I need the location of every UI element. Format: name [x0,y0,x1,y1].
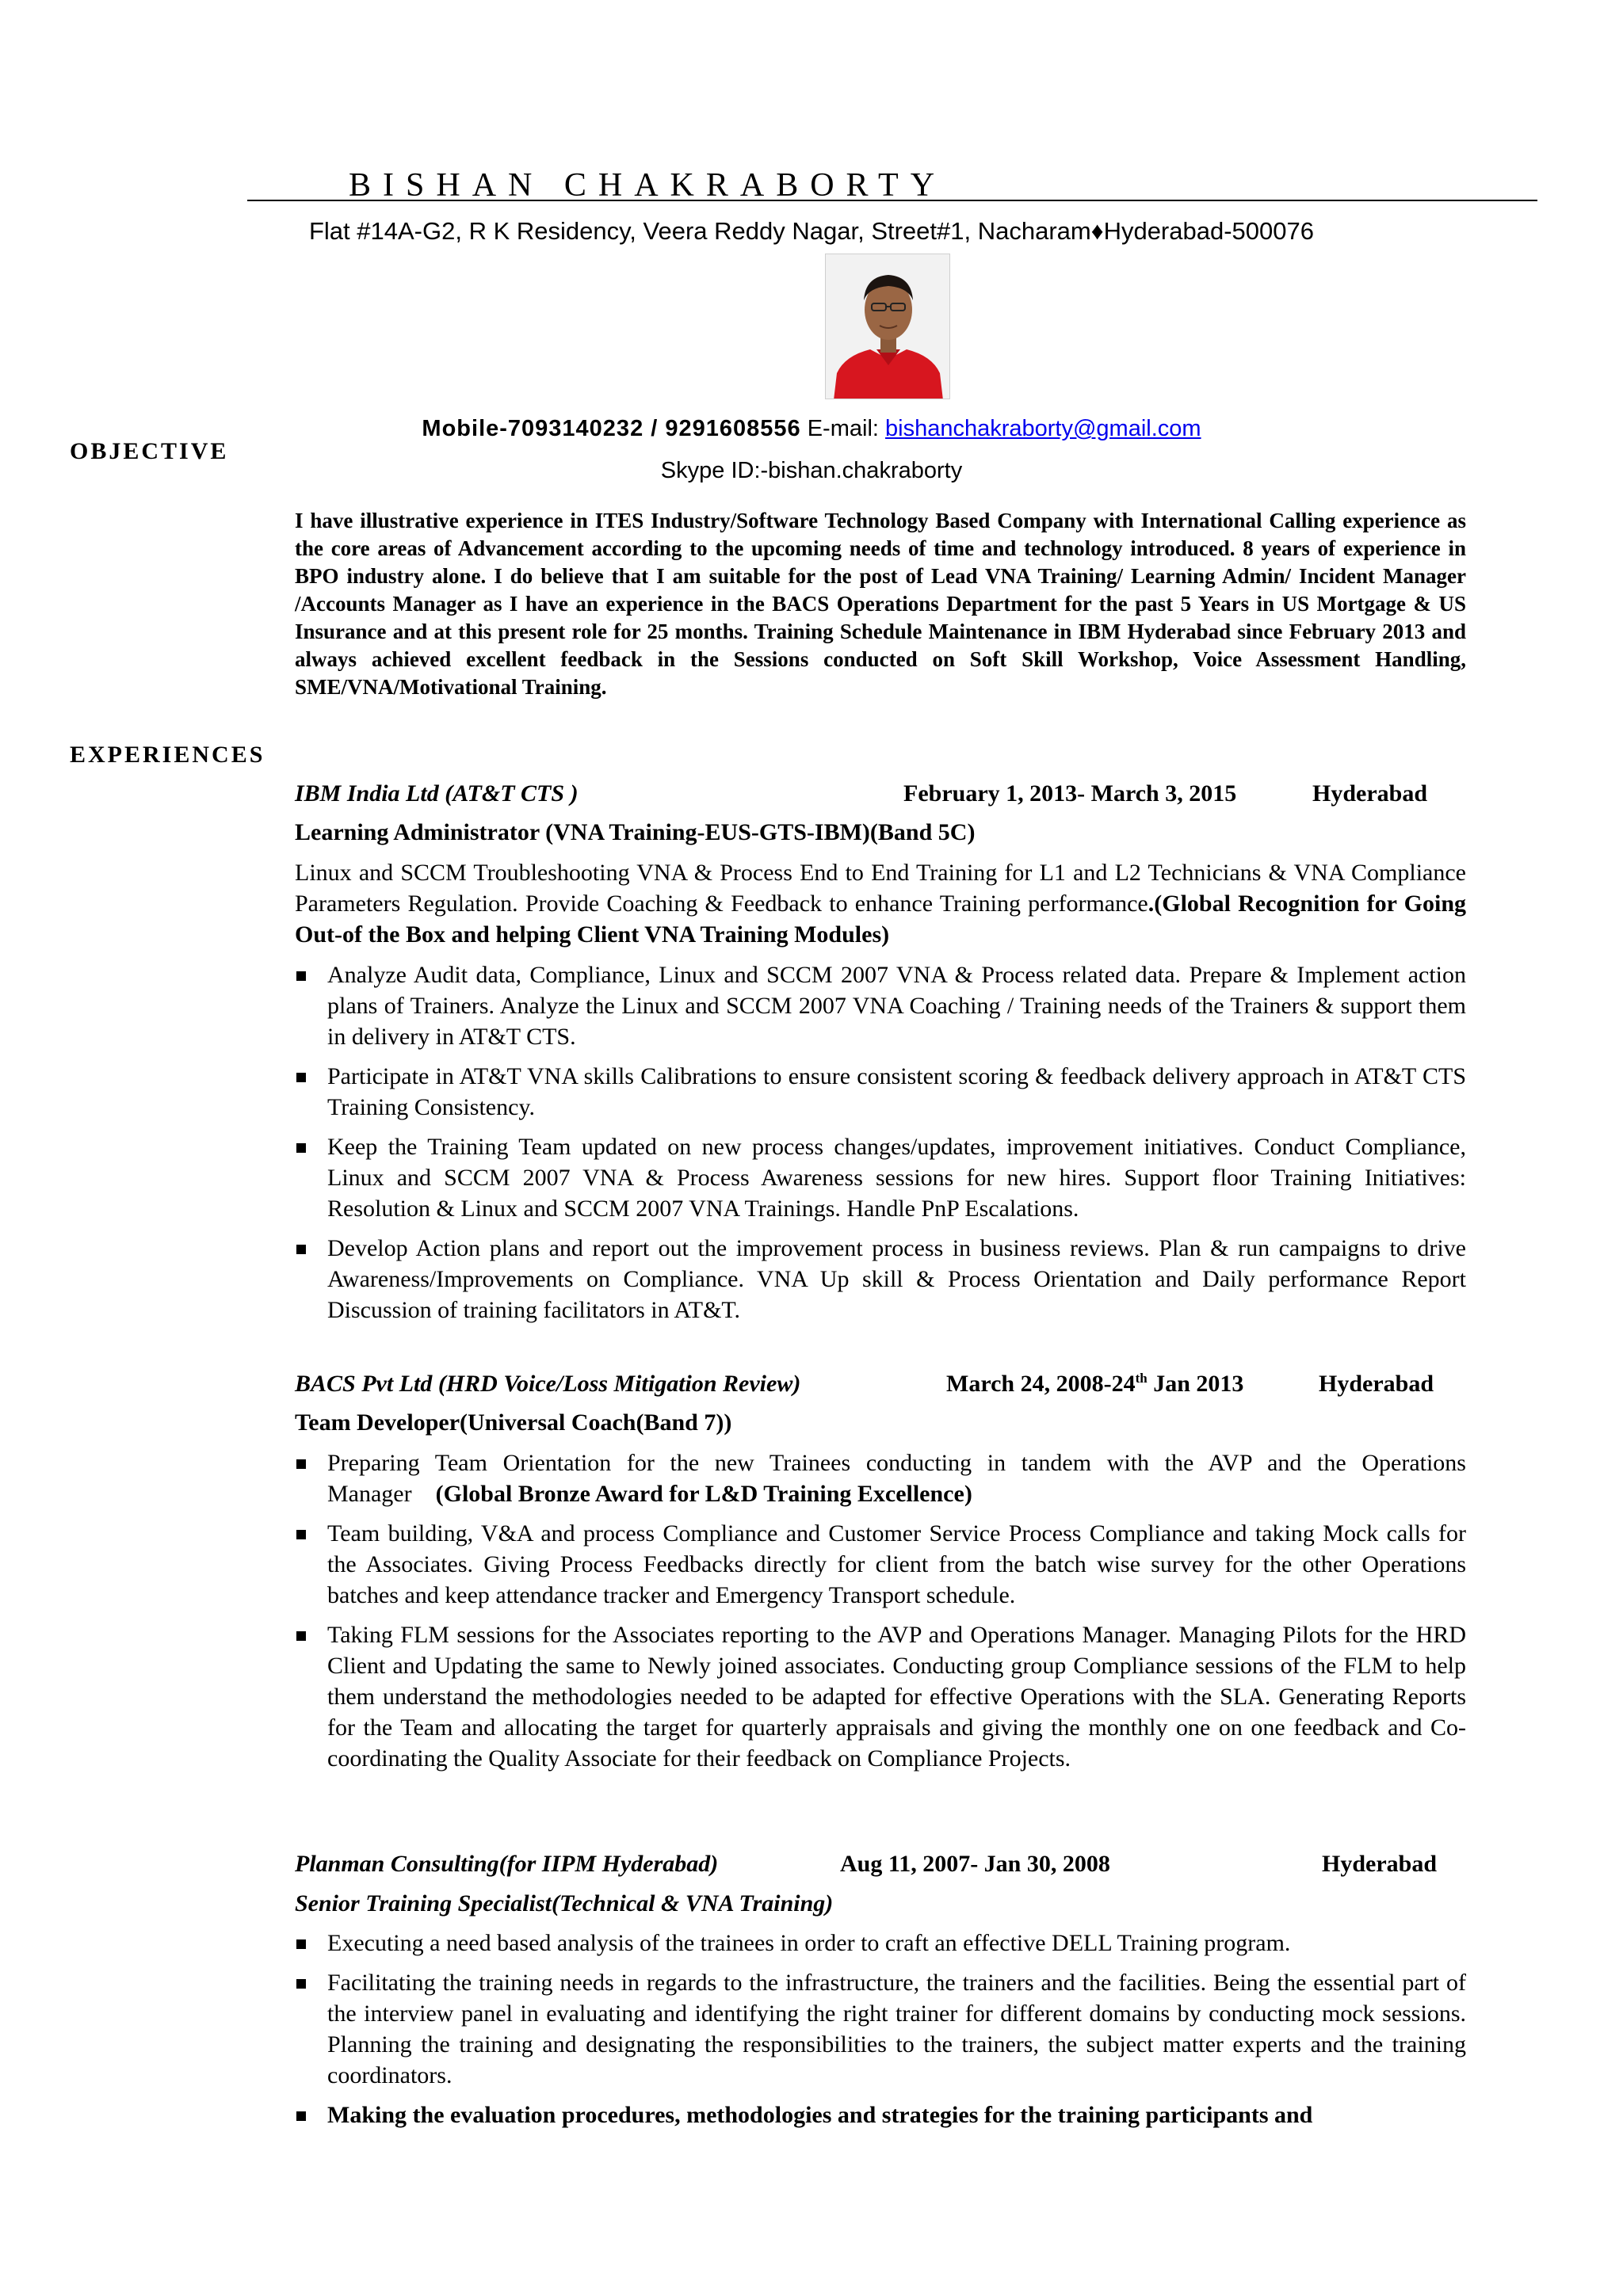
bullet-square-icon [296,1073,306,1082]
bullet-square-icon [296,1939,306,1949]
job-dates-suffix: th [1135,1371,1148,1386]
bullet-square-icon [296,1631,306,1641]
bullet-square-icon [296,1530,306,1539]
address-city: Hyderabad-500076 [1103,217,1314,245]
job-title: Learning Administrator (VNA Training-EUS-GTS-IBM)(Band 5C) [295,819,976,845]
bullet-text: Analyze Audit data, Compliance, Linux and SCCM 2007 VNA & Process related data. Prepare & Implement action plans of Trainers. Analyze the Linux and SCCM 2007 VNA Coaching / Training needs of the Trainers & support them in delivery in AT&T CTS. [327,962,1466,1050]
bullet-text: Participate in AT&T VNA skills Calibrations to ensure consistent scoring & feedback delivery approach in AT&T CTS Training Consistency. [327,1063,1466,1120]
objective-text: I have illustrative experience in ITES Industry/Software Technology Based Company with International Calling experience as the core areas of Advancement according to the upcoming needs of time and technology introduced. 8 years of experience in BPO industry alone. I do believe that I am suitable for the post of Lead VNA Training/ Learning Admin/ Incident Manager /Accounts Manager as I have an experience in the BACS Operations Department for the past 5 Years in US Mortgage & US Insurance and at this present role for 25 months. Training Schedule Maintenance in IBM Hyderabad since February 2013 and always achieved excellent feedback in the Sessions conducted on Soft Skill Workshop, Voice Assessment Handling, SME/VNA/Motivational Training. [295,509,1466,699]
job-location: Hyderabad [1312,780,1428,807]
experiences-heading: EXPERIENCES [70,742,265,768]
job-title: Team Developer(Universal Coach(Band 7)) [295,1409,732,1436]
job-bullets-planman [295,1928,1466,2139]
job-company: Planman Consulting(for IIPM Hyderabad) [295,1851,719,1877]
email-label: E-mail: [807,416,879,441]
job-company: BACS Pvt Ltd (HRD Voice/Loss Mitigation Review) [295,1371,801,1397]
job-bullets-ibm [295,959,1466,1334]
bullet-square-icon [296,971,306,981]
email-link[interactable]: bishanchakraborty@gmail.com [885,416,1201,441]
job-company: IBM India Ltd (AT&T CTS ) [295,780,579,807]
bullet-text: Preparing Team Orientation for the new Trainees conducting in tandem with the AVP and the Operations Manager [327,1450,1466,1507]
bullet-square-icon [296,2111,306,2121]
list-item [295,1131,1466,1224]
address-street: Flat #14A-G2, R K Residency, Veera Reddy Nagar, Street#1, Nacharam [308,217,1091,245]
job-header-planman [295,1851,1531,1886]
list-item [295,2100,1466,2130]
bullet-square-icon [296,1143,306,1153]
mobile-numbers: Mobile-7093140232 / 9291608556 [422,416,801,441]
candidate-name: BISHAN CHAKRABORTY [349,167,947,204]
job-dates: February 1, 2013- March 3, 2015 [903,780,1237,807]
bullet-text: Develop Action plans and report out the improvement process in business reviews. Plan & run campaigns to drive Awareness/Improvements on Compliance. VNA Up skill & Process Orientation and Daily performance Report Discussion of training facilitators in AT&T. [327,1235,1466,1323]
job-header-ibm [295,780,1531,815]
bullet-text: Taking FLM sessions for the Associates reporting to the AVP and Operations Manager. Managing Pilots for the HRD Client and Updating the same to Newly joined associates. Conducting group Compliance sessions of the FLM to help them understand the methodologies needed to be adapted for effective Operations with the SLA. Generating Reports for the Team and allocating the target for quarterly appraisals and giving the monthly one on one feedback and Co-coordinating the Quality Associate for their feedback on Compliance Projects. [327,1622,1466,1772]
list-item [295,1967,1466,2091]
job-dates-end: Jan 2013 [1147,1371,1244,1397]
job-bullets-bacs [295,1447,1466,1783]
bullet-square-icon [296,1979,306,1989]
bullet-text: Making the evaluation procedures, methodologies and strategies for the training participants and [327,2102,1313,2128]
diamond-separator-icon: ♦ [1090,217,1104,245]
bullet-award-highlight: (Global Bronze Award for L&D Training Excellence) [435,1481,972,1507]
profile-photo [825,254,950,399]
job-header-bacs [295,1371,1531,1405]
job-title: Senior Training Specialist(Technical & VNA Training) [295,1890,834,1917]
list-item [295,1061,1466,1123]
list-item [295,1233,1466,1325]
list-item [295,1928,1466,1958]
bullet-square-icon [296,1459,306,1469]
person-photo-icon [826,254,950,399]
list-item [295,1619,1466,1774]
bullet-text: Team building, V&A and process Compliance and Customer Service Process Compliance and taking Mock calls for the Associates. Giving Process Feedbacks directly for client from the batch wise survey for the other Operations batches and keep attendance tracker and Emergency Transport schedule. [327,1520,1466,1608]
list-item [295,1447,1466,1509]
job-dates-start: March 24, 2008-24 [946,1371,1136,1397]
job-dates [946,1371,1243,1398]
bullet-text: Keep the Training Team updated on new process changes/updates, improvement initiatives. Conduct Compliance, Linux and SCCM 2007 VNA & Process Awareness sessions for new hires. Support floor Training Initiatives: Resolution & Linux and SCCM 2007 VNA Trainings. Handle PnP Escalations. [327,1134,1466,1222]
job-dates: Aug 11, 2007- Jan 30, 2008 [840,1851,1110,1877]
objective-heading: OBJECTIVE [70,438,229,464]
list-item [295,1518,1466,1611]
bullet-text: Facilitating the training needs in regards to the infrastructure, the trainers and the facilities. Being the essential part of the interview panel in evaluating and identifying the right trainer for different domains by conducting mock sessions. Planning the training and designating the responsibilities to the trainers, the subject matter experts and the training coordinators. [327,1970,1466,2088]
bullet-text: Executing a need based analysis of the trainees in order to craft an effective DELL Training program. [327,1930,1291,1956]
job-description-highlight: .(Global Recognition for Going Out-of the Box and helping Client VNA Training Modules) [295,891,1466,948]
skype-id: Skype ID:-bishan.chakraborty [660,458,963,483]
address-line [0,217,1623,246]
contact-line [0,416,1623,442]
name-underline-divider [247,200,1537,201]
job-location: Hyderabad [1319,1371,1434,1397]
job-description-text: Linux and SCCM Troubleshooting VNA & Process End to End Training for L1 and L2 Technicians & VNA Compliance Parameters Regulation. Provide Coaching & Feedback to enhance Training performance [295,860,1466,917]
job-location: Hyderabad [1322,1851,1438,1877]
list-item [295,959,1466,1052]
job-description [295,857,1466,950]
bullet-square-icon [296,1245,306,1254]
